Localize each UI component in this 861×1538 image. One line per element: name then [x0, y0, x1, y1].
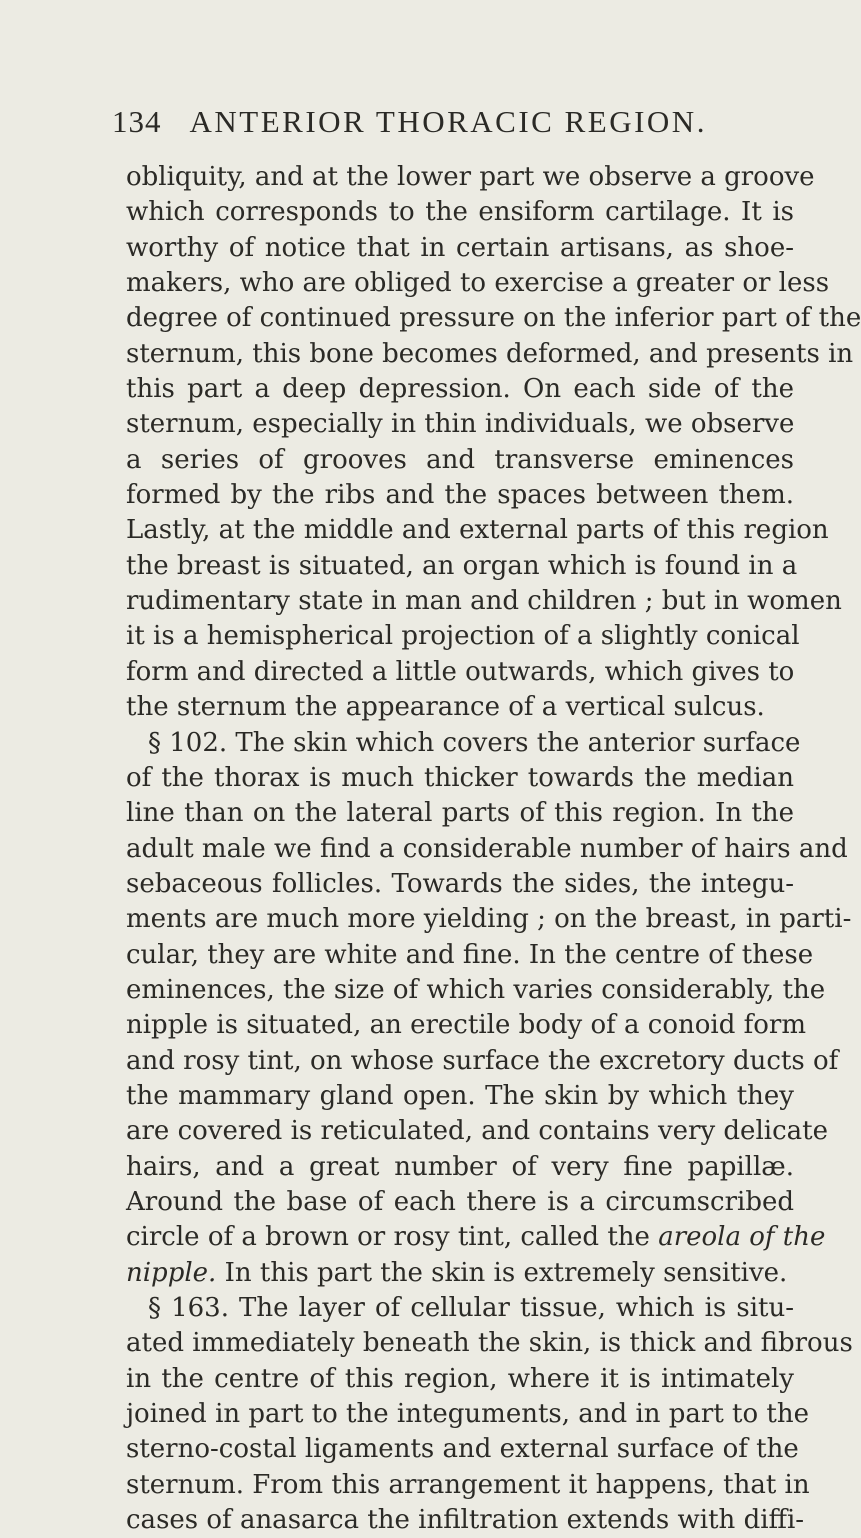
text-line: are covered is reticulated, and contains very delicate [126, 1116, 828, 1147]
text-line: sternum. From this arrangement it happens, that in [126, 1469, 810, 1500]
text-line: worthy of notice that in certain artisans, as shoe- [126, 232, 794, 263]
text-line: Lastly, at the middle and external parts of this region [126, 515, 829, 546]
text-line: cular, they are white and fine. In the centre of these [126, 939, 814, 970]
text-line-with-italic [126, 1220, 826, 1255]
text-line: line than on the lateral parts of this region. In the [126, 798, 794, 829]
text-line: which corresponds to the ensiform cartilage. It is [126, 197, 794, 228]
text-line: in the centre of this region, where it is intimately [126, 1363, 794, 1394]
text-line: obliquity, and at the lower part we observe a groove [126, 162, 815, 192]
text-line: the breast is situated, an organ which is found in a [126, 550, 798, 581]
text-line: formed by the ribs and the spaces between them. [126, 480, 794, 511]
page-number: 134 [112, 104, 162, 139]
text-line: ments are much more yielding ; on the breast, in parti- [126, 904, 852, 935]
italic-term-nipple: nipple. [126, 1257, 217, 1288]
body-text [126, 160, 861, 1538]
text-run: circle of a brown or rosy tint, called the [126, 1222, 659, 1253]
text-line: a series of grooves and transverse eminences [126, 444, 794, 475]
text-line: the sternum the appearance of a vertical sulcus. [126, 692, 765, 723]
text-line: makers, who are obliged to exercise a greater or less [126, 268, 830, 299]
text-line: degree of continued pressure on the inferior part of the [126, 303, 861, 334]
text-line: ated immediately beneath the skin, is thick and fibrous [126, 1328, 853, 1359]
text-line: adult male we find a considerable number of hairs and [126, 833, 848, 864]
text-line: cases of anasarca the infiltration extends with diffi- [126, 1505, 805, 1536]
text-line: Around the base of each there is a circumscribed [126, 1186, 794, 1217]
text-line: sternum, especially in thin individuals, we observe [126, 409, 795, 440]
text-line: joined in part to the integuments, and in part to the [126, 1399, 809, 1430]
text-line: hairs, and a great number of very fine papillæ. [126, 1151, 794, 1182]
running-head [112, 104, 712, 148]
text-line: eminences, the size of which varies considerably, the [126, 974, 826, 1005]
text-line: this part a deep depression. On each side of the [126, 374, 794, 405]
text-line: rudimentary state in man and children ; but in women [126, 586, 842, 617]
text-line: of the thorax is much thicker towards the median [126, 762, 794, 793]
text-line: sternum, this bone becomes deformed, and presents in [126, 338, 854, 369]
text-line: nipple is situated, an erectile body of a conoid form [126, 1010, 806, 1041]
running-title: ANTERIOR THORACIC REGION. [189, 104, 707, 139]
text-line: it is a hemispherical projection of a slightly conical [126, 621, 800, 652]
text-line: sebaceous follicles. Towards the sides, the integu- [126, 868, 794, 899]
paragraph-start-line: § 102. The skin which covers the anterior surface [148, 727, 801, 758]
text-line-with-italic [126, 1256, 794, 1291]
text-line: form and directed a little outwards, which gives to [126, 656, 795, 687]
italic-term-areola: areola of the [658, 1222, 826, 1253]
text-run: In this part the skin is extremely sensitive. [216, 1257, 788, 1288]
paragraph-start-line: § 163. The layer of cellular tissue, which is situ- [148, 1293, 794, 1323]
text-line: the mammary gland open. The skin by which they [126, 1080, 794, 1111]
text-line: sterno-costal ligaments and external surface of the [126, 1434, 799, 1465]
text-line: and rosy tint, on whose surface the excretory ducts of [126, 1045, 839, 1076]
